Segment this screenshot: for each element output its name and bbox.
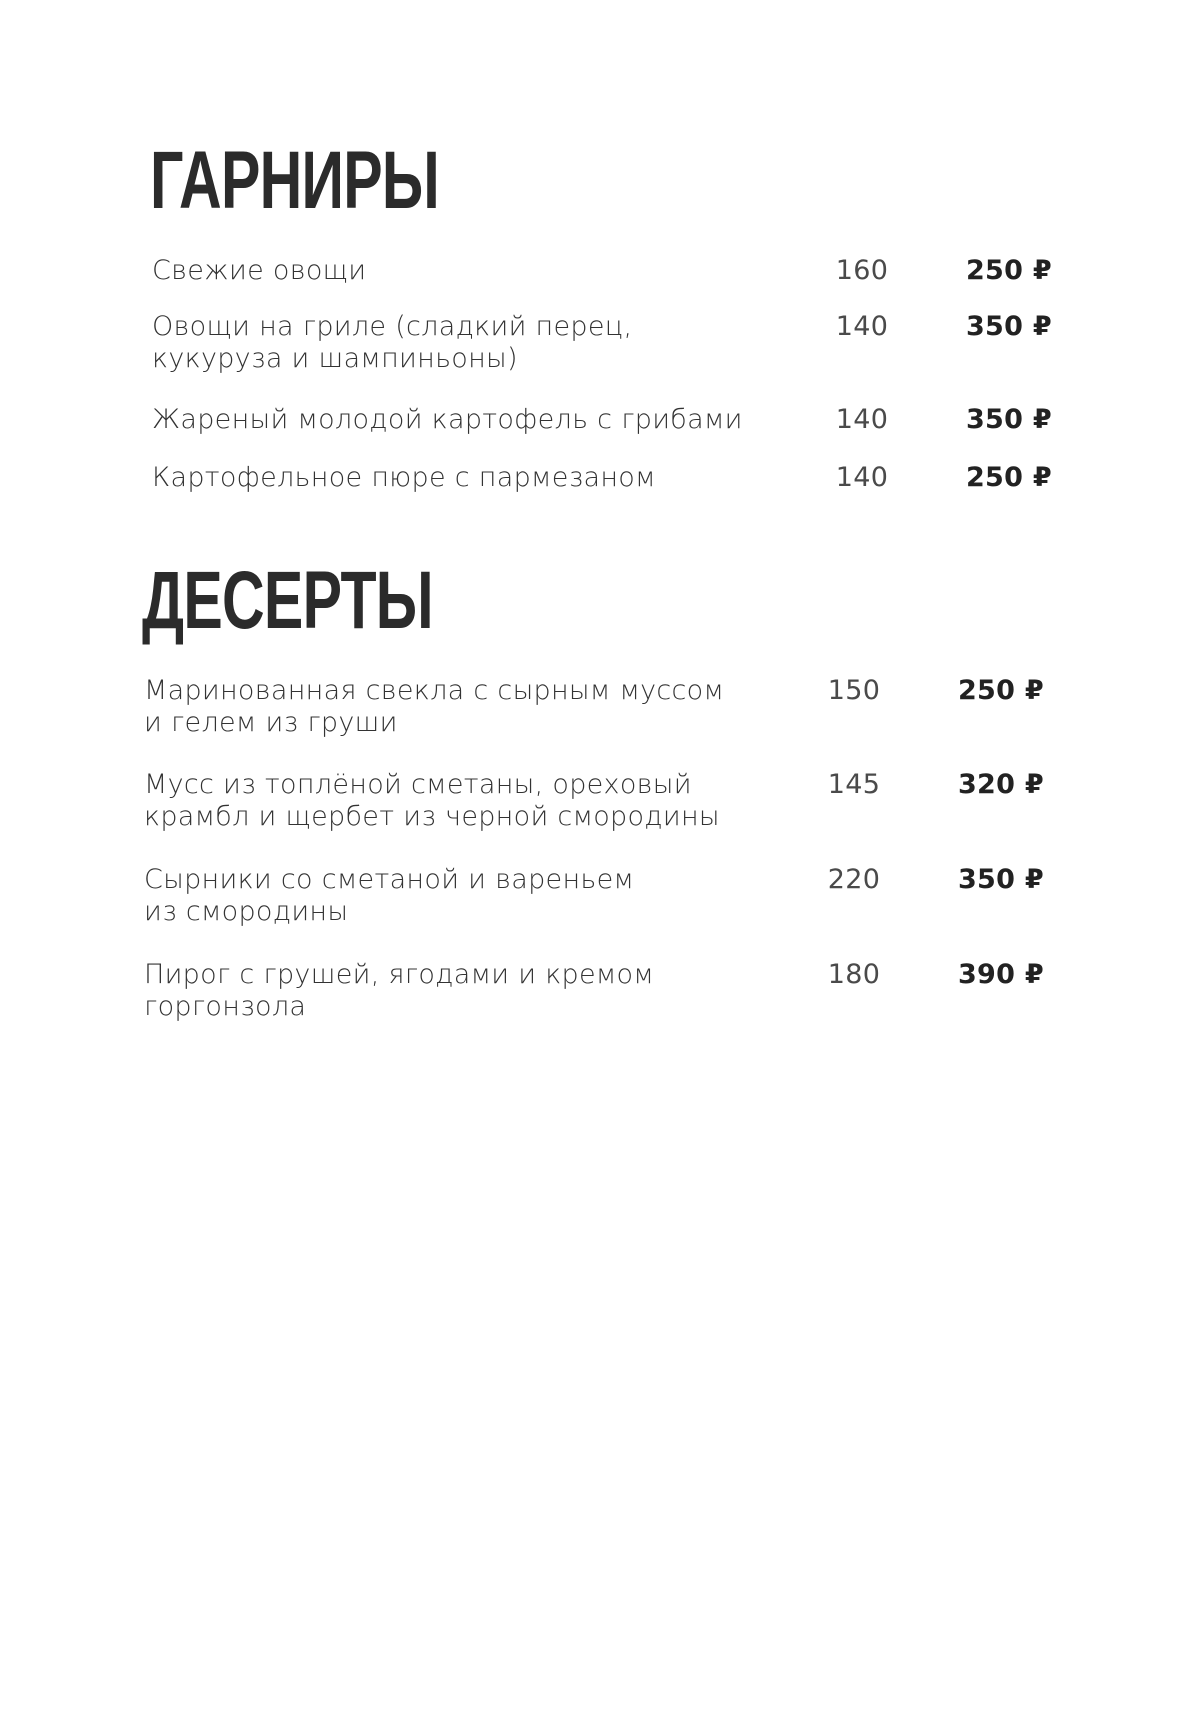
- item-weight: 220: [827, 864, 881, 895]
- item-name: Картофельное пюре с пармезаном: [152, 462, 656, 493]
- item-price: 390 ₽: [957, 959, 1044, 990]
- item-price: 350 ₽: [957, 864, 1044, 895]
- item-price: 350 ₽: [965, 311, 1052, 342]
- section-title: ДЕСЕРТЫ: [142, 555, 433, 646]
- item-price: 320 ₽: [957, 769, 1044, 800]
- item-weight: 160: [835, 255, 889, 286]
- item-price: 250 ₽: [965, 462, 1052, 493]
- item-name: Сырники со сметаной и вареньем из смородины: [144, 864, 635, 927]
- item-price: 250 ₽: [957, 675, 1044, 706]
- section-title: ГАРНИРЫ: [150, 135, 439, 226]
- item-weight: 140: [835, 404, 889, 435]
- item-weight: 150: [827, 675, 881, 706]
- item-weight: 140: [835, 311, 889, 342]
- item-weight: 145: [827, 769, 881, 800]
- item-name: Мусс из топлёной сметаны, ореховый крамбл и щербет из черной смородины: [144, 769, 720, 832]
- item-name: Овощи на гриле (сладкий перец, кукуруза и шампиньоны): [152, 311, 633, 374]
- item-price: 350 ₽: [965, 404, 1052, 435]
- item-name: Свежие овощи: [152, 255, 367, 286]
- item-name: Пирог с грушей, ягодами и кремом горгонзола: [144, 959, 655, 1022]
- item-name: Маринованная свекла с сырным муссом и гелем из груши: [144, 675, 725, 738]
- item-weight: 180: [827, 959, 881, 990]
- item-weight: 140: [835, 462, 889, 493]
- item-name: Жареный молодой картофель с грибами: [152, 404, 743, 435]
- item-price: 250 ₽: [965, 255, 1052, 286]
